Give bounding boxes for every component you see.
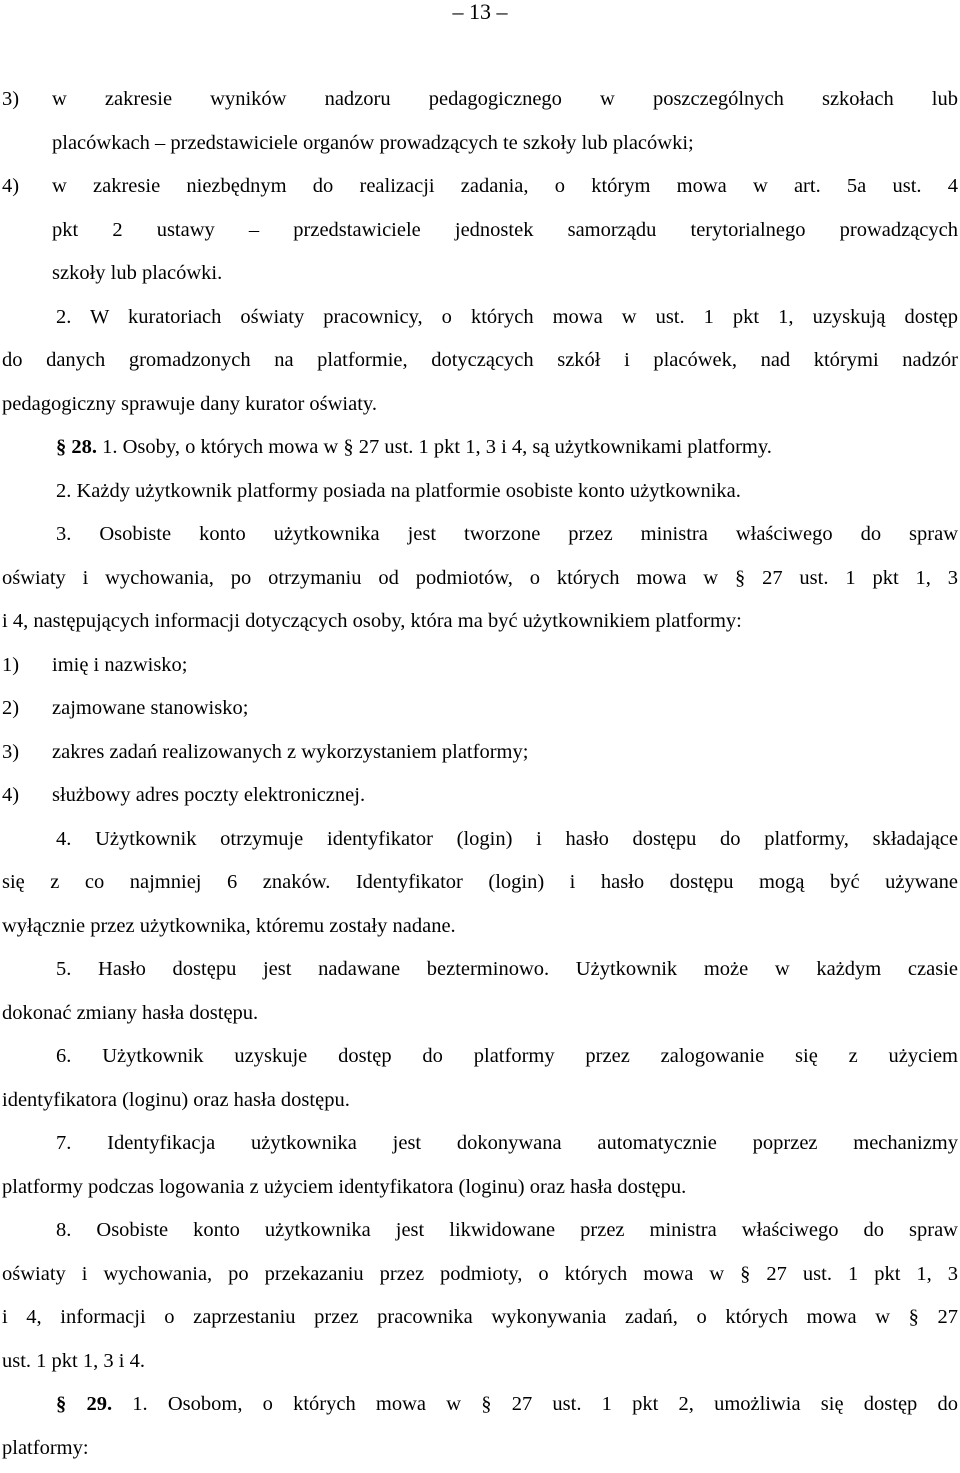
- paragraph-line: wyłącznie przez użytkownika, któremu zostały nadane.: [2, 914, 456, 937]
- list-item-text: pkt 2 ustawy – przedstawiciele jednostek samorządu terytorialnego prowadzących: [52, 218, 958, 241]
- list-item-text: zajmowane stanowisko;: [52, 697, 249, 719]
- list-item-text: zakres zadań realizowanych z wykorzystaniem platformy;: [52, 740, 529, 763]
- paragraph-line: oświaty i wychowania, po przekazaniu przez podmioty, o których mowa w § 27 ust. 1 pkt 1, 3: [2, 1262, 958, 1285]
- list-item: [2, 165, 958, 296]
- paragraph-line: dokonać zmiany hasła dostępu.: [2, 1001, 259, 1024]
- paragraph-line: 4. Użytkownik otrzymuje identyfikator (login) i hasło dostępu do platformy, składające: [56, 827, 958, 850]
- paragraph-line: do danych gromadzonych na platformie, dotyczących szkół i placówek, nad którymi nadzór: [2, 349, 958, 371]
- paragraph-line: i 4, informacji o zaprzestaniu przez pracownika wykonywania zadań, o których mowa w § 27: [2, 1306, 958, 1328]
- list-item-text: w zakresie niezbędnym do realizacji zadania, o którym mowa w art. 5a ust. 4: [52, 175, 958, 197]
- paragraph-line: 8. Osobiste konto użytkownika jest likwidowane przez ministra właściwego do spraw: [56, 1219, 958, 1241]
- list-item-text: szkoły lub placówki.: [52, 262, 223, 284]
- section-heading-28: [2, 426, 958, 470]
- list-item-text: placówkach – przedstawiciele organów prowadzących te szkoły lub placówki;: [52, 131, 694, 154]
- section-heading-29: [2, 1383, 958, 1427]
- list-item-number: 4): [2, 175, 20, 197]
- paragraph-line: identyfikatora (loginu) oraz hasła dostępu.: [2, 1088, 350, 1111]
- list-item-text: w zakresie wyników nadzoru pedagogicznego w poszczególnych szkołach lub: [52, 88, 958, 110]
- document-body: [2, 78, 958, 1470]
- paragraph-line: platformy podczas logowania z użyciem identyfikatora (loginu) oraz hasła dostępu.: [2, 1175, 687, 1198]
- list-item: [2, 78, 958, 165]
- paragraph: [2, 296, 958, 427]
- list-item-number: 3): [2, 88, 20, 110]
- paragraph-line: oświaty i wychowania, po otrzymaniu od podmiotów, o których mowa w § 27 ust. 1 pkt 1, 3: [2, 566, 958, 589]
- paragraph-line: i 4, następujących informacji dotyczących osoby, która ma być użytkownikiem platformy:: [2, 610, 742, 632]
- paragraph-line: 3. Osobiste konto użytkownika jest tworzone przez ministra właściwego do spraw: [56, 523, 958, 545]
- paragraph-line: platformy:: [2, 1436, 89, 1459]
- paragraph-line: 5. Hasło dostępu jest nadawane bezterminowo. Użytkownik może w każdym czasie: [56, 958, 958, 980]
- list-item: [2, 731, 958, 775]
- paragraph: [2, 948, 958, 1035]
- list-item: [2, 687, 958, 731]
- list-item: [2, 774, 958, 818]
- list-item-number: 1): [2, 653, 20, 676]
- paragraph-line: ust. 1 pkt 1, 3 i 4.: [2, 1349, 145, 1372]
- list-item: [2, 644, 958, 688]
- paragraph-line: 6. Użytkownik uzyskuje dostęp do platformy przez zalogowanie się z użyciem: [56, 1045, 958, 1067]
- list-item-text: imię i nazwisko;: [52, 653, 188, 676]
- list-item-text: służbowy adres poczty elektronicznej.: [52, 784, 366, 806]
- paragraph-line: się z co najmniej 6 znaków. Identyfikator (login) i hasło dostępu mogą być używane: [2, 871, 958, 893]
- section-number: § 28.: [56, 436, 97, 458]
- paragraph-line: pedagogiczny sprawuje dany kurator oświaty.: [2, 392, 377, 415]
- paragraph-line: 7. Identyfikacja użytkownika jest dokonywana automatycznie poprzez mechanizmy: [56, 1132, 958, 1154]
- page-number: – 13 –: [452, 0, 508, 24]
- section-text: 1. Osoby, o których mowa w § 27 ust. 1 pkt 1, 3 i 4, są użytkownikami platformy.: [97, 436, 772, 458]
- paragraph: [2, 1035, 958, 1122]
- list-item-number: 4): [2, 784, 20, 806]
- list-item-number: 3): [2, 740, 20, 763]
- paragraph-line: 2. W kuratoriach oświaty pracownicy, o których mowa w ust. 1 pkt 1, uzyskują dostęp: [56, 305, 958, 328]
- list-item-number: 2): [2, 697, 20, 719]
- section-text: 1. Osobom, o których mowa w § 27 ust. 1 pkt 2, umożliwia się dostęp do: [112, 1393, 958, 1415]
- paragraph: [2, 1122, 958, 1209]
- paragraph: [2, 1209, 958, 1383]
- paragraph: [2, 513, 958, 644]
- paragraph: [2, 818, 958, 949]
- paragraph-line: 2. Każdy użytkownik platformy posiada na platformie osobiste konto użytkownika.: [56, 479, 741, 502]
- section-number: § 29.: [56, 1393, 113, 1415]
